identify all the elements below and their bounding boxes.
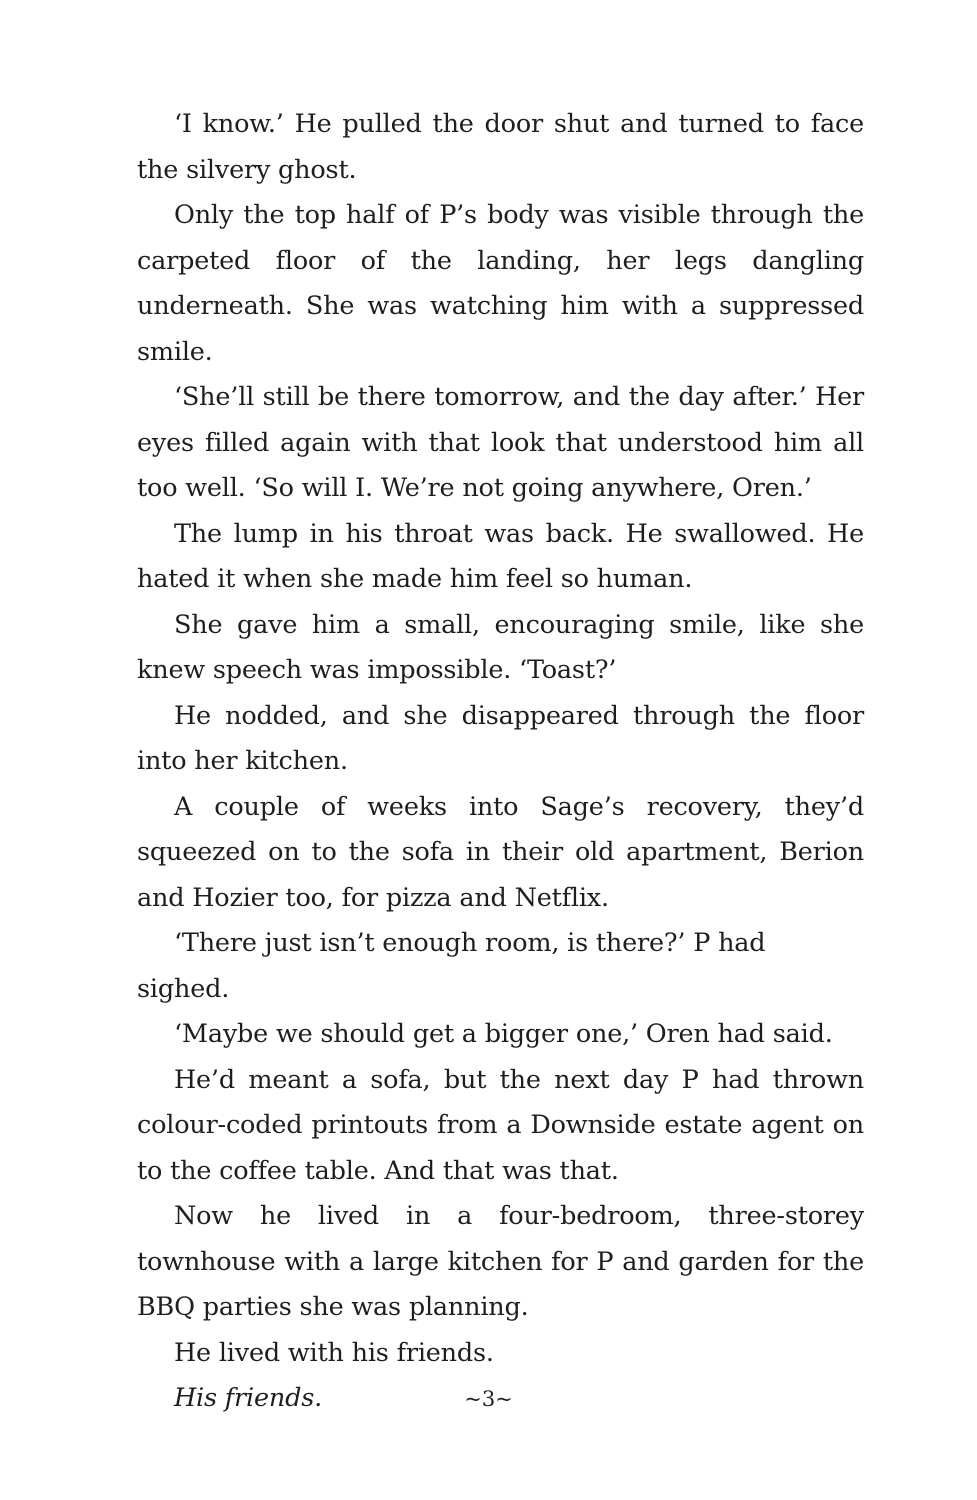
paragraph-italic: His friends.: [174, 1383, 322, 1413]
page-number: ~3~: [464, 1387, 513, 1411]
paragraph: The lump in his throat was back. He swallowed. He hated it when she made him feel so human.: [137, 518, 864, 594]
body-text: [137, 102, 864, 1422]
paragraph: He nodded, and she disappeared through the floor into her kitchen.: [137, 700, 864, 776]
paragraph: A couple of weeks into Sage’s recovery, they’d squeezed on to the sofa in their old apartment, Berion and Hozier too, for pizza and Netflix.: [137, 791, 864, 913]
paragraph: Now he lived in a four-bedroom, three-storey townhouse with a large kitchen for P and garden for the BBQ parties she was planning.: [137, 1201, 864, 1322]
paragraph: He lived with his friends.: [174, 1337, 494, 1368]
paragraph: ‘There just isn’t enough room, is there?’ P had sighed.: [137, 928, 766, 1004]
paragraph: Only the top half of P’s body was visible through the carpeted floor of the landing, her legs dangling underneath. She was watching him with a suppressed smile.: [137, 200, 864, 367]
paragraph: She gave him a small, encouraging smile, like she knew speech was impossible. ‘Toast?’: [137, 609, 864, 685]
paragraph: ‘I know.’ He pulled the door shut and turned to face the silvery ghost.: [137, 109, 864, 185]
paragraph: ‘She’ll still be there tomorrow, and the day after.’ Her eyes filled again with that look that understood him all too well. ‘So will I. We’re not going anywhere, Oren.’: [137, 382, 864, 503]
paragraph: He’d meant a sofa, but the next day P had thrown colour-coded printouts from a Downside estate agent on to the coffee table. And that was that.: [137, 1064, 864, 1186]
paragraph: ‘Maybe we should get a bigger one,’ Oren had said.: [174, 1019, 833, 1049]
